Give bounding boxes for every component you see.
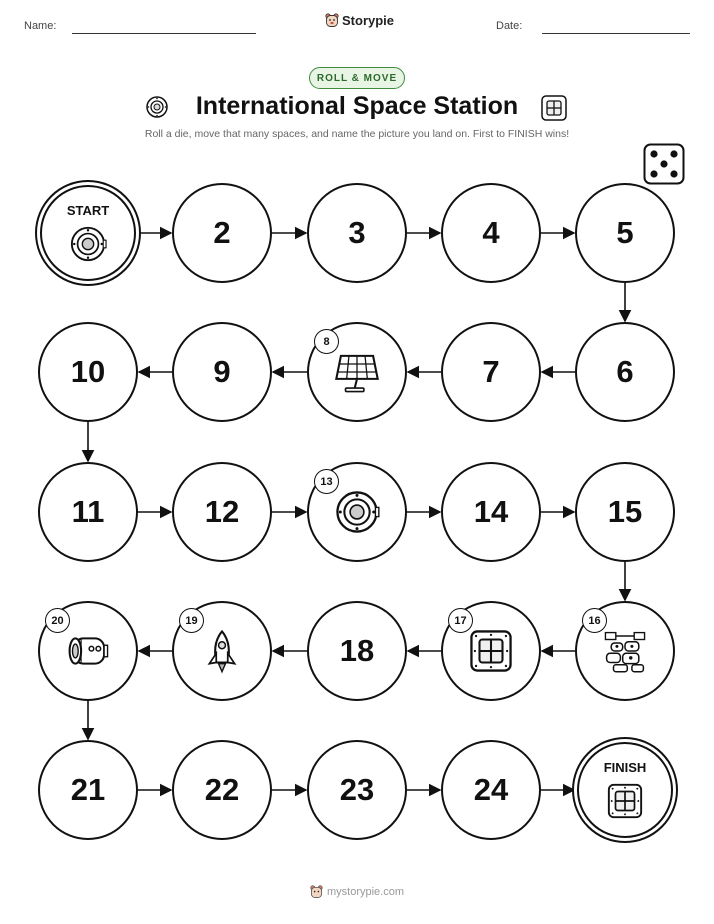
board-space-10 [38, 322, 138, 422]
board-space-21 [38, 740, 138, 840]
instructions-text: Roll a die, move that many spaces, and name the picture you land on. First to FINISH wins! [144, 128, 570, 140]
board-space-2 [172, 183, 272, 283]
page-title: International Space Station [195, 92, 519, 120]
porthole-icon [334, 489, 380, 535]
board-space-14 [441, 462, 541, 562]
board-space-15 [575, 462, 675, 562]
board-space-5 [575, 183, 675, 283]
space-number: 7 [482, 354, 500, 389]
board-space-6 [575, 322, 675, 422]
board-space-22 [172, 740, 272, 840]
space-number: 6 [616, 354, 634, 389]
date-label: Date: [496, 20, 523, 32]
space-number: 15 [607, 494, 643, 529]
name-label: Name: [24, 20, 57, 32]
station-module-icon [65, 628, 111, 674]
brand-name: Storypie [342, 13, 395, 28]
space-number-badge: 8 [314, 329, 339, 354]
space-number: 3 [348, 215, 366, 250]
board-space-19 [172, 601, 272, 701]
space-number: 24 [473, 772, 509, 807]
start-space [40, 185, 136, 281]
bear-mascot-icon [310, 885, 323, 899]
board-space-7 [441, 322, 541, 422]
space-number: 23 [339, 772, 375, 807]
window-icon [606, 782, 644, 820]
board-space-20 [38, 601, 138, 701]
window-icon [468, 628, 514, 674]
space-number: 2 [213, 215, 231, 250]
space-number: 5 [616, 215, 634, 250]
space-number-badge: 17 [448, 608, 473, 633]
finish-space [577, 742, 673, 838]
rocket-icon [199, 628, 245, 674]
board-space-9 [172, 322, 272, 422]
space-number-badge: 20 [45, 608, 70, 633]
space-number: 21 [70, 772, 106, 807]
board-space-16 [575, 601, 675, 701]
space-number: 10 [70, 354, 106, 389]
board-space-18 [307, 601, 407, 701]
board-space-8 [307, 322, 407, 422]
board-space-4 [441, 183, 541, 283]
space-number: 9 [213, 354, 231, 389]
space-number: 22 [204, 772, 240, 807]
activity-badge: ROLL & MOVE [309, 67, 405, 89]
board-space-3 [307, 183, 407, 283]
space-number-badge: 13 [314, 469, 339, 494]
board-space-24 [441, 740, 541, 840]
footer [0, 885, 714, 899]
space-number-badge: 16 [582, 608, 607, 633]
space-number: 12 [204, 494, 240, 529]
board-space-12 [172, 462, 272, 562]
board-space-23 [307, 740, 407, 840]
space-label: START [66, 203, 110, 218]
solar-panel-icon [334, 349, 380, 395]
footer-url: mystorypie.com [326, 886, 405, 898]
space-number: 18 [339, 633, 375, 668]
porthole-icon [69, 225, 107, 263]
space-number: 11 [71, 494, 105, 529]
space-label: FINISH [603, 760, 647, 775]
board-space-13 [307, 462, 407, 562]
space-station-icon [602, 628, 648, 674]
board-space-11 [38, 462, 138, 562]
space-number-badge: 19 [179, 608, 204, 633]
space-number: 4 [482, 215, 500, 250]
board-space-17 [441, 601, 541, 701]
space-number: 14 [473, 494, 509, 529]
